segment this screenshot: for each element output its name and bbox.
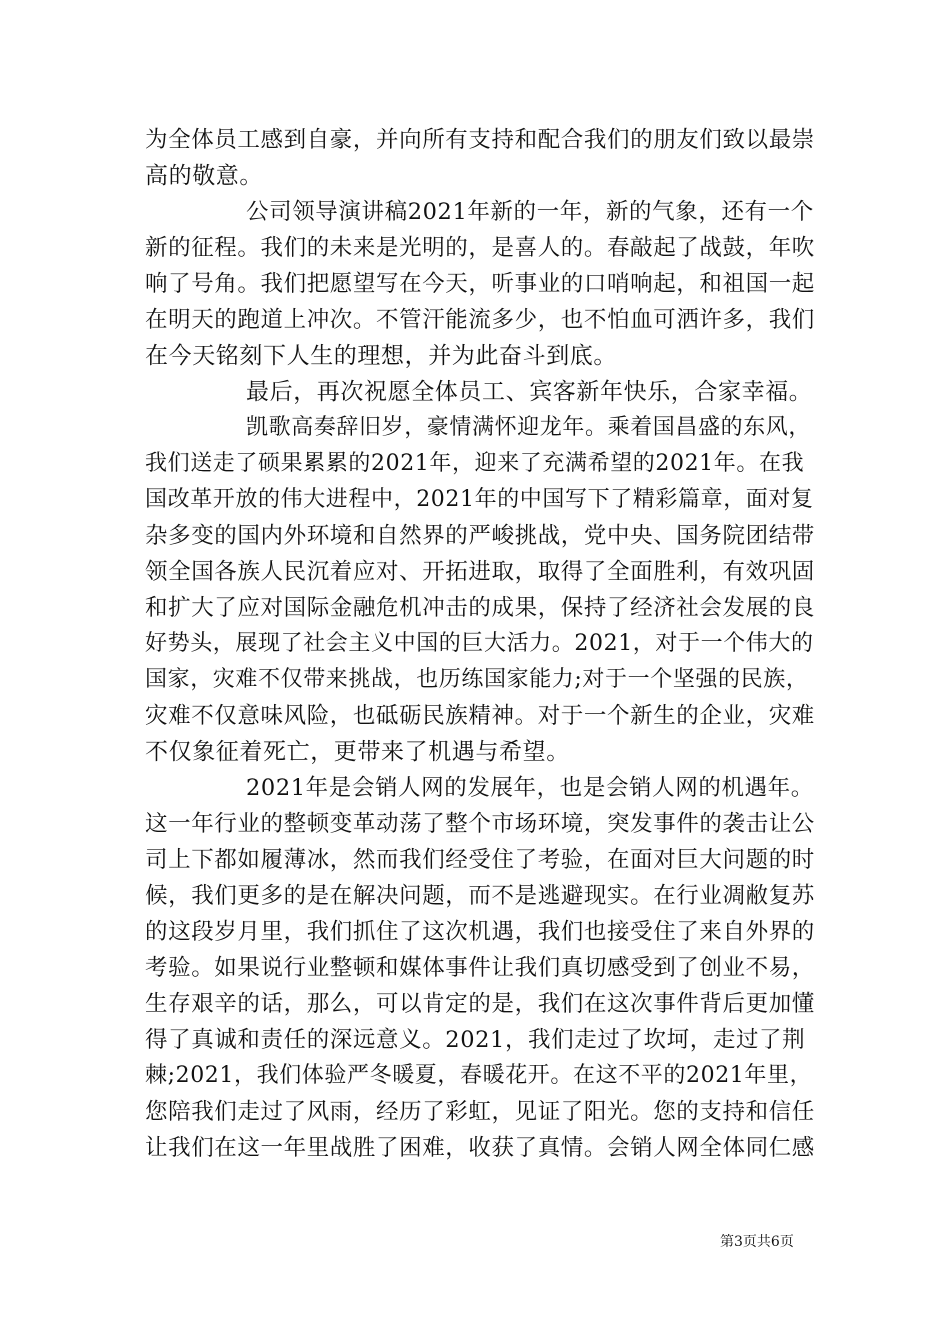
text-line: 杂多变的国内外环境和自然界的严峻挑战，党中央、国务院团结带 bbox=[145, 523, 815, 549]
text-line: 领全国各族人民沉着应对、开拓进取，取得了全面胜利，有效巩固 bbox=[145, 559, 815, 585]
text-line: 国改革开放的伟大进程中，2021年的中国写下了精彩篇章，面对复 bbox=[145, 487, 814, 512]
text-line: 好势头，展现了社会主义中国的巨大活力。2021，对于一个伟大的 bbox=[145, 631, 814, 656]
text-line: 最后，再次祝愿全体员工、宾客新年快乐，合家幸福。 bbox=[246, 379, 813, 405]
text-line: 高的敬意。 bbox=[145, 163, 263, 189]
text-line: 得了真诚和责任的深远意义。2021，我们走过了坎坷，走过了荆 bbox=[145, 1027, 806, 1053]
text-line: 2021年是会销人网的发展年，也是会销人网的机遇年。 bbox=[246, 775, 814, 801]
text-line: 考验。如果说行业整顿和媒体事件让我们真切感受到了创业不易， bbox=[145, 955, 815, 981]
text-line: 的这段岁月里，我们抓住了这次机遇，我们也接受住了来自外界的 bbox=[145, 919, 815, 945]
page-number: 第3页共6页 bbox=[720, 1234, 794, 1250]
text-line: 凯歌高奏辞旧岁，豪情满怀迎龙年。乘着国昌盛的东风， bbox=[246, 415, 812, 440]
text-line: 候，我们更多的是在解决问题，而不是逃避现实。在行业凋敝复苏 bbox=[145, 883, 815, 909]
text-line: 响了号角。我们把愿望写在今天，听事业的口哨响起，和祖国一起 bbox=[145, 271, 815, 297]
text-line: 在今天铭刻下人生的理想，并为此奋斗到底。 bbox=[145, 343, 617, 369]
text-line: 为全体员工感到自豪，并向所有支持和配合我们的朋友们致以最崇 bbox=[145, 127, 815, 153]
text-line: 新的征程。我们的未来是光明的，是喜人的。春敲起了战鼓，年吹 bbox=[145, 235, 815, 261]
text-line: 您陪我们走过了风雨，经历了彩虹，见证了阳光。您的支持和信任 bbox=[145, 1099, 815, 1125]
text-line: 让我们在这一年里战胜了困难，收获了真情。会销人网全体同仁感 bbox=[145, 1135, 815, 1161]
text-line: 不仅象征着死亡，更带来了机遇与希望。 bbox=[145, 739, 570, 765]
text-line: 这一年行业的整顿变革动荡了整个市场环境，突发事件的袭击让公 bbox=[145, 811, 815, 837]
text-line: 公司领导演讲稿2021年新的一年，新的气象，还有一个 bbox=[246, 199, 814, 225]
text-line: 司上下都如履薄冰，然而我们经受住了考验，在面对巨大问题的时 bbox=[145, 847, 815, 873]
text-line: 国家，灾难不仅带来挑战，也历练国家能力;对于一个坚强的民族， bbox=[145, 667, 809, 692]
text-line: 灾难不仅意味风险，也砥砺民族精神。对于一个新生的企业，灾难 bbox=[145, 703, 815, 729]
text-line: 棘;2021，我们体验严冬暖夏，春暖花开。在这不平的2021年里， bbox=[145, 1063, 813, 1088]
text-line: 和扩大了应对国际金融危机冲击的成果，保持了经济社会发展的良 bbox=[145, 595, 815, 621]
text-line: 我们送走了硕果累累的2021年，迎来了充满希望的2021年。在我 bbox=[145, 451, 805, 476]
text-line: 生存艰辛的话，那么，可以肯定的是，我们在这次事件背后更加懂 bbox=[145, 991, 815, 1017]
text-line: 在明天的跑道上冲次。不管汗能流多少，也不怕血可洒许多，我们 bbox=[145, 307, 815, 333]
